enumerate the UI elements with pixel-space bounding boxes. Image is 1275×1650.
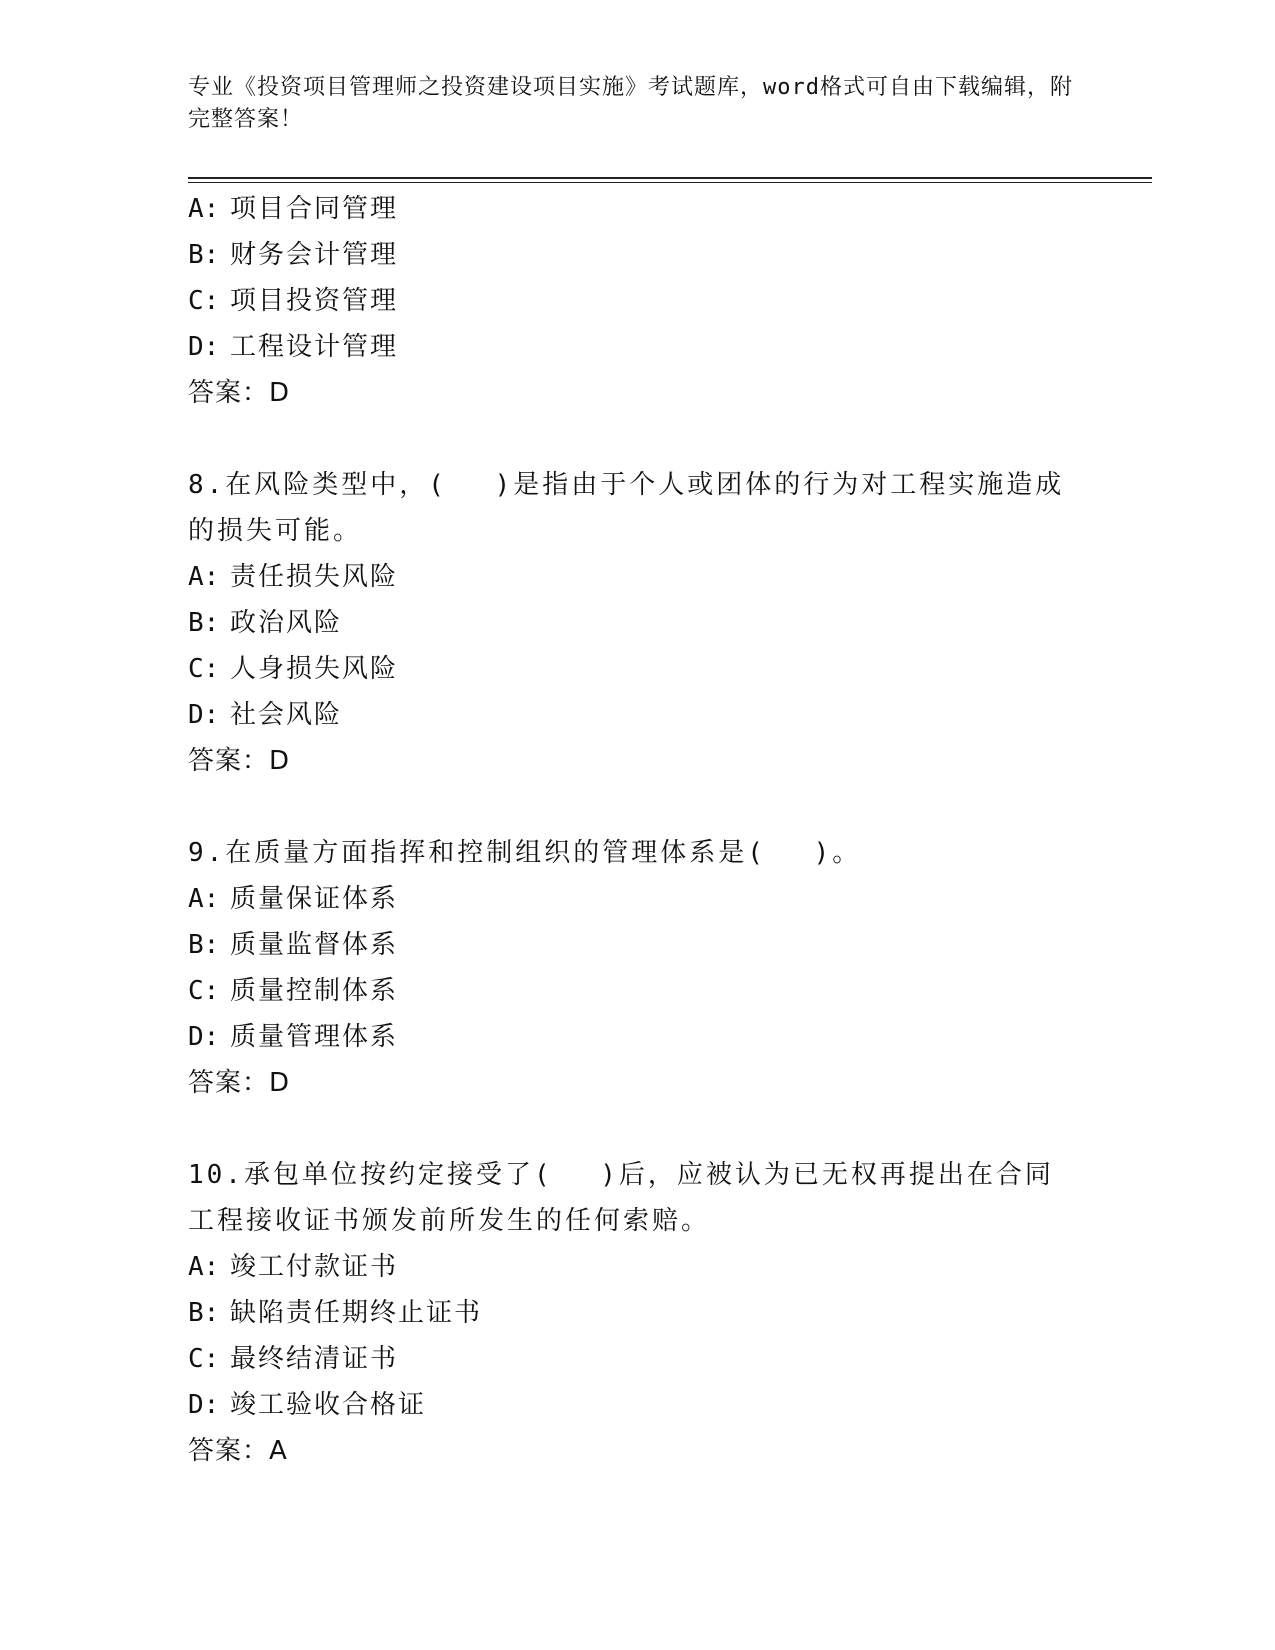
option-text: 质量监督体系 — [230, 930, 399, 960]
option-text: 最终结清证书 — [230, 1344, 399, 1374]
option-text: 责任损失风险 — [230, 562, 399, 592]
option-d — [188, 1014, 1088, 1060]
option-d — [188, 692, 1088, 738]
question-block-8 — [188, 462, 1088, 784]
option-d — [188, 1382, 1088, 1428]
option-text: 质量管理体系 — [230, 1022, 399, 1052]
spacer — [188, 1106, 1088, 1152]
header-rule-thin — [188, 182, 1152, 183]
option-a — [188, 876, 1088, 922]
question-text: 9.在质量方面指挥和控制组织的管理体系是( )。 — [188, 838, 862, 868]
option-text: 项目合同管理 — [230, 194, 399, 224]
option-a — [188, 186, 1088, 232]
question-text: 10.承包单位按约定接受了( )后，应被认为已无权再提出在合同工程接收证书颁发前所发生的任何索赔。 — [188, 1160, 1054, 1236]
question-block-prev — [188, 186, 1088, 416]
option-text: 竣工付款证书 — [230, 1252, 399, 1282]
option-letter: C: — [188, 286, 220, 316]
document-header: 专业《投资项目管理师之投资建设项目实施》考试题库，word格式可自由下载编辑，附完整答案！ — [188, 75, 1073, 132]
option-letter: C: — [188, 976, 220, 1006]
option-text: 缺陷责任期终止证书 — [230, 1298, 483, 1328]
option-text: 财务会计管理 — [230, 240, 399, 270]
option-c — [188, 278, 1088, 324]
question-content — [188, 186, 1088, 1474]
option-letter: C: — [188, 654, 220, 684]
answer-line: 答案：A — [188, 1436, 288, 1466]
option-letter: D: — [188, 700, 220, 730]
option-text: 质量控制体系 — [230, 976, 399, 1006]
answer-line: 答案：D — [188, 378, 291, 408]
option-a — [188, 1244, 1088, 1290]
question-text: 8.在风险类型中，( )是指由于个人或团体的行为对工程实施造成的损失可能。 — [188, 470, 1065, 546]
option-letter: C: — [188, 1344, 220, 1374]
option-letter: B: — [188, 1298, 220, 1328]
question-block-10 — [188, 1152, 1088, 1474]
option-letter: D: — [188, 1022, 220, 1052]
option-b — [188, 600, 1088, 646]
option-letter: B: — [188, 608, 220, 638]
option-text: 政治风险 — [230, 608, 343, 638]
option-text: 工程设计管理 — [230, 332, 399, 362]
option-letter: A: — [188, 1252, 220, 1282]
option-letter: B: — [188, 240, 220, 270]
option-letter: B: — [188, 930, 220, 960]
option-text: 人身损失风险 — [230, 654, 399, 684]
question-block-9 — [188, 830, 1088, 1106]
option-letter: A: — [188, 562, 220, 592]
spacer — [188, 784, 1088, 830]
option-text: 质量保证体系 — [230, 884, 399, 914]
option-a — [188, 554, 1088, 600]
option-text: 社会风险 — [230, 700, 343, 730]
option-text: 项目投资管理 — [230, 286, 399, 316]
option-b — [188, 1290, 1088, 1336]
option-letter: A: — [188, 194, 220, 224]
option-c — [188, 646, 1088, 692]
option-letter: D: — [188, 1390, 220, 1420]
spacer — [188, 416, 1088, 462]
option-c — [188, 1336, 1088, 1382]
option-letter: D: — [188, 332, 220, 362]
option-b — [188, 232, 1088, 278]
option-d — [188, 324, 1088, 370]
option-letter: A: — [188, 884, 220, 914]
answer-line: 答案：D — [188, 746, 291, 776]
option-c — [188, 968, 1088, 1014]
answer-line: 答案：D — [188, 1068, 291, 1098]
option-text: 竣工验收合格证 — [230, 1390, 427, 1420]
header-rule-thick — [188, 177, 1152, 179]
option-b — [188, 922, 1088, 968]
